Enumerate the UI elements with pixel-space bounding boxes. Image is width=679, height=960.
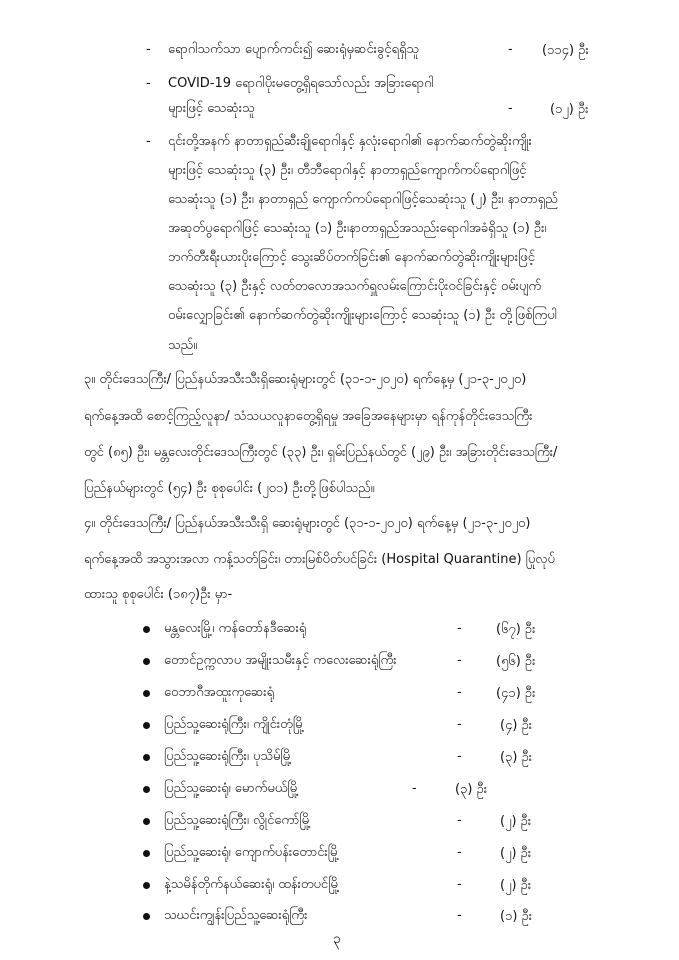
separator: -	[457, 685, 462, 700]
count: (၁) ဦး	[500, 909, 533, 924]
separator: -	[457, 845, 462, 860]
count: (၅၆) ဦး	[496, 654, 536, 669]
bullet-icon	[143, 882, 150, 889]
list-item: ၎င်းတို့အနက် နာတာရှည်ဆီးချိုရောဂါနှင့် နှလုံးရောဂါ၏ နောက်ဆက်တွဲဆိုးကျိုး	[168, 134, 532, 149]
count: (၂) ဦး	[500, 846, 532, 861]
dash-marker: -	[146, 42, 151, 57]
paragraph-line: ၃။ တိုင်းဒေသကြီး/ ပြည်နယ်အသီးသီးရှိဆေးရုံများတွင် (၃၁-၁-၂၀၂၀) ရက်နေ့မှ (၂၁-၃-၂၀၂၀)	[84, 372, 527, 387]
paragraph-line: ၄။ တိုင်းဒေသကြီး/ ပြည်နယ်အသီးသီးရှိ ဆေးရုံများတွင် (၃၁-၁-၂၀၂၀) ရက်နေ့မှ (၂၁-၃-၂၀၂၀)	[84, 516, 531, 531]
count: (၃) ဦး	[500, 750, 533, 765]
page-number: ၃	[333, 931, 341, 947]
separator: -	[457, 653, 462, 668]
list-item: ပြည်သူ့ဆေးရုံကြီး၊ ကျိုင်းတုံမြို့	[164, 717, 305, 732]
list-item: ဝမ်းလျှောခြင်း၏ နောက်ဆက်တွဲဆိုးကျိုးများကြောင့် သေဆုံးသူ (၁) ဦး တို့ဖြစ်ကြပါ	[168, 308, 557, 323]
list-item: များဖြင့် သေဆုံးသူ (၃) ဦး၊ တီဘီရောဂါနှင့် နာတာရှည်ကျောက်ကပ်ရောဂါဖြင့်	[168, 163, 527, 178]
dash-marker: -	[146, 134, 151, 149]
bullet-icon	[143, 913, 150, 920]
list-item: ပြည်သူ့ဆေးရုံကြီး၊ လွိုင်ကော်မြို့	[164, 813, 312, 828]
list-item: များဖြင့် သေဆုံးသူ	[168, 101, 255, 116]
count: (၁၁၄) ဦး	[542, 43, 589, 58]
list-item: ဘက်တီးရီးယားပိုးကြောင့် သွေးဆိပ်တက်ခြင်း၏ နောက်ဆက်တွဲဆိုးကျိုးများဖြင့်	[168, 250, 535, 265]
count: (၄) ဦး	[500, 718, 533, 733]
dash-marker: -	[146, 76, 151, 91]
list-item: ဝေဘာဂီအထူးကုဆေးရုံ	[164, 685, 275, 700]
list-item: အဆုတ်ပွရောဂါဖြင့် သေဆုံးသူ (၁) ဦး၊နာတာရှည်အသည်းရောဂါအခံရှိသူ (၁) ဦး၊	[168, 221, 547, 236]
paragraph-line: ရက်နေ့အထိ စောင့်ကြည့်လူနာ/ သံသယလူနာတွေ့ရှိရမှု အခြေအနေများမှာ ရန်ကုန်တိုင်းဒေသကြီး	[84, 409, 533, 424]
separator: -	[457, 717, 462, 732]
list-item: ပြည်သူ့ဆေးရုံ၊ ကျောက်ပန်းတောင်းမြို့	[164, 845, 340, 860]
separator: -	[457, 621, 462, 636]
paragraph-line: ပြည်နယ်များတွင် (၅၄) ဦး စုစုပေါင်း (၂၀၁) ဦးတို့ဖြစ်ပါသည်။	[84, 481, 375, 496]
separator: -	[412, 781, 417, 796]
list-item: သေဆုံးသူ (၁) ဦး၊ နာတာရှည် ကျောက်ကပ်ရောဂါဖြင့်သေဆုံးသူ (၂) ဦး၊ နာတာရှည်	[168, 192, 558, 207]
list-item: သည်။	[168, 338, 198, 353]
list-item: ရောဂါသက်သာ ပျောက်ကင်း၍ ဆေးရုံမှဆင်းခွင့်ရရှိသူ	[168, 42, 419, 57]
separator: -	[457, 877, 462, 892]
count: (၂) ဦး	[500, 878, 532, 893]
list-item: သေဆုံးသူ (၃) ဦးနှင့် လတ်တလောအသက်ရှူလမ်းကြောင်းပိုးဝင်ခြင်းနှင့် ဝမ်းပျက်	[168, 279, 542, 294]
list-item: မန္တလေးမြို့၊ ကန်တော်နဒီဆေးရုံ	[164, 621, 307, 636]
bullet-icon	[143, 690, 150, 697]
separator: -	[457, 813, 462, 828]
bullet-icon	[143, 786, 150, 793]
list-item: နဲ့သမိန်တိုက်နယ်ဆေးရုံ၊ ထန်းတပင်မြို့	[164, 877, 340, 892]
separator: -	[508, 42, 513, 57]
paragraph-line: ထားသူ စုစုပေါင်း (၁၈၇)ဦး မှာ-	[84, 587, 233, 602]
list-item: ပြည်သူ့ဆေးရုံ၊ မောက်မယ်မြို့	[164, 781, 300, 796]
separator: -	[457, 749, 462, 764]
count: (၂) ဦး	[500, 814, 532, 829]
count: (၃) ဦး	[455, 782, 488, 797]
bullet-icon	[143, 850, 150, 857]
count: (၁၂) ဦး	[550, 102, 589, 117]
bullet-icon	[143, 818, 150, 825]
bullet-icon	[143, 626, 150, 633]
paragraph-line: တွင် (၈၅) ဦး၊ မန္တလေးတိုင်းဒေသကြီးတွင် (၃၃) ဦး၊ ရှမ်းပြည်နယ်တွင် (၂၉) ဦး၊ အခြားတိုင်းဒေသကြီး/	[84, 445, 558, 460]
list-item: တောင်ဥက္ကလာပ အမျိုးသမီးနှင့် ကလေးဆေးရုံကြီး	[164, 653, 397, 668]
list-item: COVID-19 ရောဂါပိုးမတွေ့ရှိရသော်လည်း အခြားရောဂါ	[168, 76, 434, 91]
count: (၄၁) ဦး	[496, 686, 536, 701]
count: (၆၇) ဦး	[496, 622, 536, 637]
separator: -	[457, 908, 462, 923]
bullet-icon	[143, 722, 150, 729]
separator: -	[508, 101, 513, 116]
bullet-icon	[143, 658, 150, 665]
bullet-icon	[143, 754, 150, 761]
list-item: ပြည်သူ့ဆေးရုံကြီး၊ ပုသိမ်မြို့	[164, 749, 293, 764]
paragraph-line: ရက်နေ့အထိ အသွားအလာ ကန့်သတ်ခြင်း၊ တားမြစ်ပိတ်ပင်ခြင်း (Hospital Quarantine) ပြုလုပ်	[84, 552, 555, 567]
list-item: သဃင်းကျွန်းပြည်သူ့ဆေးရုံကြီး	[164, 908, 308, 923]
